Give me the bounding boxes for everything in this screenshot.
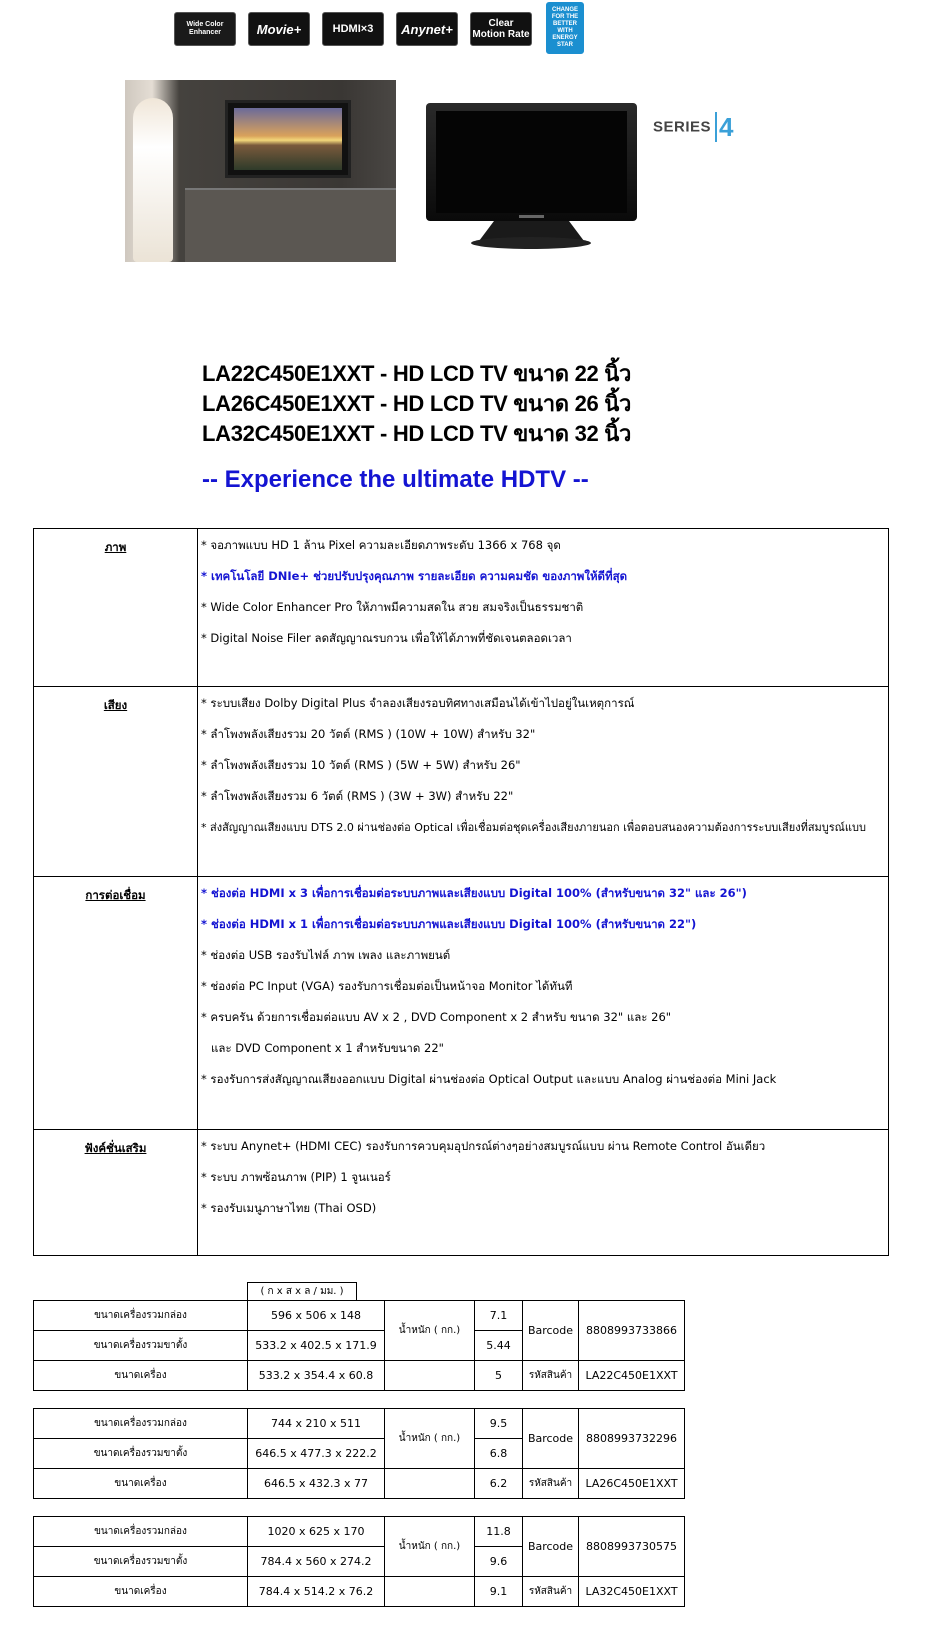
stand-size-value: 784.4 x 560 x 274.2 [248,1547,385,1577]
box-size-value: 596 x 506 x 148 [248,1301,385,1331]
feature-item: และ DVD Component x 1 สำหรับขนาด 22" [211,1041,444,1055]
badge-label: Movie+ [256,21,302,37]
movie-plus-badge-icon [248,12,310,46]
label-weight: น้ำหนัก ( กก.) [385,1301,475,1361]
weight-body-value: 5 [475,1361,523,1391]
tagline: -- Experience the ultimate HDTV -- [202,466,589,493]
feature-row-connectivity [34,877,889,1130]
weight-stand-value: 5.44 [475,1331,523,1361]
feature-item: * ช่องต่อ HDMI x 1 เพื่อการเชื่อมต่อระบบภาพและเสียงแบบ Digital 100% (สำหรับขนาด 22") [201,917,697,931]
hdmi-x3-badge-icon [322,12,384,46]
feature-category: ฟังค์ชั่นเสริม [34,1130,198,1256]
series-logo [653,112,734,143]
label-weight: น้ำหนัก ( กก.) [385,1517,475,1577]
feature-item: * Wide Color Enhancer Pro ให้ภาพมีความสดใน สวย สมจริงเป็นธรรมชาติ [201,600,584,614]
stand-size-value: 533.2 x 402.5 x 171.9 [248,1331,385,1361]
wall-tv-shape [225,100,351,178]
badge-label: CHANGE FOR THE BETTER WITH ENERGY STAR [551,7,579,48]
box-size-value: 744 x 210 x 511 [248,1409,385,1439]
barcode-value: 8808993732296 [579,1409,685,1469]
model-title-26: LA26C450E1XXT - HD LCD TV ขนาด 26 นิ้ว [202,391,632,416]
feature-item: * ครบครัน ด้วยการเชื่อมต่อแบบ AV x 2 , DVD Component x 2 สำหรับ ขนาด 32" และ 26" [201,1010,672,1024]
anynet-badge-icon [396,12,458,46]
label-weight: น้ำหนัก ( กก.) [385,1409,475,1469]
dimension-table-22 [33,1300,685,1391]
sku-value: LA26C450E1XXT [579,1469,685,1499]
badge-label: Anynet+ [401,21,453,37]
dimension-unit-header: ( ก x ส x ล / มม. ) [247,1282,357,1301]
weight-box-value: 11.8 [475,1517,523,1547]
feature-items [198,1130,889,1256]
label-stand-size: ขนาดเครื่องรวมขาตั้ง [34,1547,248,1577]
feature-item: * ระบบเสียง Dolby Digital Plus จำลองเสียงรอบทิศทางเสมือนได้เข้าไปอยู่ในเหตุการณ์ [201,696,635,710]
feature-item: * เทคโนโลยี DNIe+ ช่วยปรับปรุงคุณภาพ รายละเอียด ความคมชัด ของภาพให้ดีที่สุด [201,569,628,583]
feature-item: * ลำโพงพลังเสียงรวม 6 วัตต์ (RMS ) (3W + 3W) สำหรับ 22" [201,789,514,803]
feature-item: * ระบบ Anynet+ (HDMI CEC) รองรับการควบคุมอุปกรณ์ต่างๆอย่างสมบูรณ์แบบ ผ่าน Remote Control อันเดียว [201,1139,766,1153]
feature-item: * ลำโพงพลังเสียงรวม 20 วัตต์ (RMS ) (10W + 10W) สำหรับ 32" [201,727,536,741]
series-number: 4 [715,112,734,142]
series-word: SERIES [653,118,712,136]
label-body-size: ขนาดเครื่อง [34,1469,248,1499]
body-size-value: 646.5 x 432.3 x 77 [248,1469,385,1499]
feature-items [198,529,889,687]
feature-item: * รองรับเมนูภาษาไทย (Thai OSD) [201,1201,377,1215]
cabinet-shape [185,188,396,262]
product-tv-image [424,101,639,251]
barcode-value: 8808993733866 [579,1301,685,1361]
feature-item: * Digital Noise Filer ลดสัญญาณรบกวน เพื่อให้ได้ภาพที่ชัดเจนตลอดเวลา [201,631,572,645]
label-body-size: ขนาดเครื่อง [34,1577,248,1607]
weight-box-value: 7.1 [475,1301,523,1331]
label-box-size: ขนาดเครื่องรวมกล่อง [34,1409,248,1439]
wide-color-enhancer-badge-icon [174,12,236,46]
feature-item: * ลำโพงพลังเสียงรวม 10 วัตต์ (RMS ) (5W + 5W) สำหรับ 26" [201,758,521,772]
feature-row-extras [34,1130,889,1256]
weight-box-value: 9.5 [475,1409,523,1439]
stand-size-value: 646.5 x 477.3 x 222.2 [248,1439,385,1469]
feature-category: การต่อเชื่อม [34,877,198,1130]
feature-row-picture [34,529,889,687]
clear-motion-rate-badge-icon [470,12,532,46]
weight-stand-value: 6.8 [475,1439,523,1469]
badge-label: Clear Motion Rate [472,18,530,40]
badge-label: Wide Color Enhancer [186,21,224,36]
feature-item: * จอภาพแบบ HD 1 ล้าน Pixel ความละเอียดภาพระดับ 1366 x 768 จุด [201,538,561,552]
label-barcode: Barcode [523,1301,579,1361]
barcode-value: 8808993730575 [579,1517,685,1577]
sku-value: LA32C450E1XXT [579,1577,685,1607]
label-stand-size: ขนาดเครื่องรวมขาตั้ง [34,1331,248,1361]
dimension-table-26 [33,1408,685,1499]
weight-body-value: 6.2 [475,1469,523,1499]
label-sku: รหัสสินค้า [523,1469,579,1499]
feature-item: * ช่องต่อ USB รองรับไฟล์ ภาพ เพลง และภาพยนต์ [201,948,451,962]
feature-item: * ส่งสัญญาณเสียงแบบ DTS 2.0 ผ่านช่องต่อ Optical เพื่อเชื่อมต่อชุดเครื่องเสียงภายนอก เพื่อตอบสนองความต้องการระบบเสียงที่สมบูรณ์แบบ [201,821,866,834]
badge-label: HDMI×3 [332,22,374,35]
body-size-value: 533.2 x 354.4 x 60.8 [248,1361,385,1391]
feature-item: * รองรับการส่งสัญญาณเสียงออกแบบ Digital ผ่านช่องต่อ Optical Output และแบบ Analog ผ่านช่องต่อ Mini Jack [201,1072,777,1086]
model-title-32: LA32C450E1XXT - HD LCD TV ขนาด 32 นิ้ว [202,421,632,446]
body-size-value: 784.4 x 514.2 x 76.2 [248,1577,385,1607]
label-body-size: ขนาดเครื่อง [34,1361,248,1391]
label-barcode: Barcode [523,1409,579,1469]
weight-body-value: 9.1 [475,1577,523,1607]
label-box-size: ขนาดเครื่องรวมกล่อง [34,1517,248,1547]
label-sku: รหัสสินค้า [523,1361,579,1391]
weight-stand-value: 9.6 [475,1547,523,1577]
label-barcode: Barcode [523,1517,579,1577]
feature-items [198,877,889,1130]
feature-items [198,687,889,877]
feature-category: ภาพ [34,529,198,687]
sku-value: LA22C450E1XXT [579,1361,685,1391]
model-title-22: LA22C450E1XXT - HD LCD TV ขนาด 22 นิ้ว [202,361,632,386]
dimension-table-32 [33,1516,685,1607]
label-sku: รหัสสินค้า [523,1577,579,1607]
label-stand-size: ขนาดเครื่องรวมขาตั้ง [34,1439,248,1469]
feature-item: * ระบบ ภาพซ้อนภาพ (PIP) 1 จูนเนอร์ [201,1170,391,1184]
feature-item: * ช่องต่อ PC Input (VGA) รองรับการเชื่อมต่อเป็นหน้าจอ Monitor ได้ทันที [201,979,573,993]
energy-star-badge-icon [546,2,584,54]
feature-category: เสียง [34,687,198,877]
box-size-value: 1020 x 625 x 170 [248,1517,385,1547]
label-box-size: ขนาดเครื่องรวมกล่อง [34,1301,248,1331]
person-shape [133,98,173,262]
feature-item: * ช่องต่อ HDMI x 3 เพื่อการเชื่อมต่อระบบภาพและเสียงแบบ Digital 100% (สำหรับขนาด 32" และ 26") [201,886,747,900]
lifestyle-room-photo [125,80,396,262]
feature-row-sound [34,687,889,877]
features-table [33,528,889,1256]
